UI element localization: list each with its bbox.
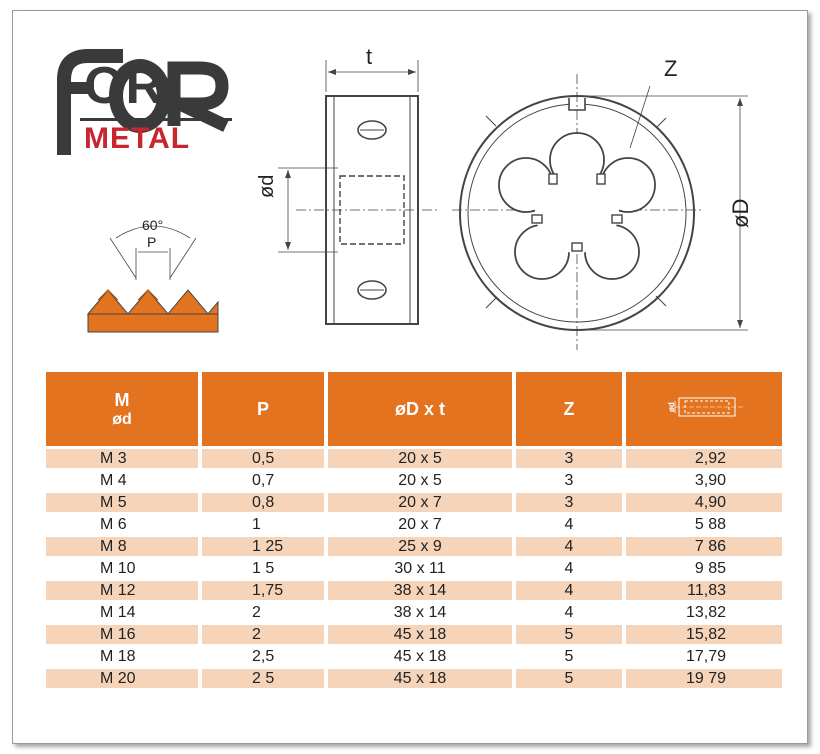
cell-thread: M 10 (46, 559, 198, 578)
table-row (46, 449, 782, 468)
cell-thread: M 12 (46, 581, 198, 600)
header-thread-line1: M (114, 389, 130, 410)
cell-drill: 15,82 (626, 625, 782, 644)
header-lobes (516, 372, 622, 446)
cell-dimensions: 20 x 7 (328, 515, 512, 534)
cell-lobes: 4 (516, 515, 622, 534)
table-header-row (46, 372, 782, 446)
cell-thread: M 5 (46, 493, 198, 512)
side-label-d: ød (256, 174, 278, 198)
cell-dimensions: 25 x 9 (328, 537, 512, 556)
side-view (278, 60, 440, 324)
header-lobes-label: Z (563, 398, 575, 419)
drill-diameter-icon (661, 392, 747, 427)
cell-thread: M 3 (46, 449, 198, 468)
cell-lobes: 4 (516, 603, 622, 622)
cell-thread: M 18 (46, 647, 198, 666)
table-row (46, 603, 782, 622)
cell-lobes: 4 (516, 559, 622, 578)
cell-drill: 3,90 (626, 471, 782, 490)
table-row (46, 647, 782, 666)
cell-pitch: 0,7 (202, 471, 324, 490)
cell-pitch: 0,8 (202, 493, 324, 512)
cell-thread: M 8 (46, 537, 198, 556)
header-pitch-label: P (256, 398, 269, 419)
cell-thread: M 20 (46, 669, 198, 688)
cell-drill: 9 85 (626, 559, 782, 578)
header-thread (46, 372, 198, 446)
table-row (46, 515, 782, 534)
cell-thread: M 14 (46, 603, 198, 622)
cell-lobes: 5 (516, 669, 622, 688)
cell-drill: 4,90 (626, 493, 782, 512)
cell-dimensions: 20 x 5 (328, 471, 512, 490)
table-row (46, 559, 782, 578)
drill-icon-label: ød (667, 401, 676, 412)
cell-lobes: 4 (516, 581, 622, 600)
cell-pitch: 1 5 (202, 559, 324, 578)
cell-lobes: 3 (516, 449, 622, 468)
header-pitch (202, 372, 324, 446)
thread-angle-label: 60° (142, 217, 164, 233)
cell-pitch: 2 (202, 603, 324, 622)
cell-drill: 13,82 (626, 603, 782, 622)
cell-thread: M 6 (46, 515, 198, 534)
cell-pitch: 2 (202, 625, 324, 644)
thread-pitch-label: P (147, 234, 157, 250)
cell-pitch: 2,5 (202, 647, 324, 666)
cell-thread: M 4 (46, 471, 198, 490)
cell-lobes: 4 (516, 537, 622, 556)
table-row (46, 581, 782, 600)
cell-dimensions: 45 x 18 (328, 669, 512, 688)
cell-lobes: 5 (516, 647, 622, 666)
cell-drill: 19 79 (626, 669, 782, 688)
cell-drill: 7 86 (626, 537, 782, 556)
cell-pitch: 1 (202, 515, 324, 534)
cell-dimensions: 20 x 5 (328, 449, 512, 468)
table-row (46, 471, 782, 490)
cell-pitch: 1,75 (202, 581, 324, 600)
front-label-diameter: øD (728, 198, 753, 228)
cell-pitch: 0,5 (202, 449, 324, 468)
front-label-z: Z (664, 56, 678, 81)
table-row (46, 537, 782, 556)
table-row (46, 669, 782, 688)
cell-dimensions: 38 x 14 (328, 603, 512, 622)
table-row (46, 493, 782, 512)
cell-dimensions: 20 x 7 (328, 493, 512, 512)
logo-text-or: OR (84, 57, 164, 115)
cell-drill: 11,83 (626, 581, 782, 600)
header-drill (626, 372, 782, 446)
header-thread-line2: ød (112, 410, 132, 428)
cell-dimensions: 45 x 18 (328, 647, 512, 666)
cell-dimensions: 38 x 14 (328, 581, 512, 600)
cell-drill: 17,79 (626, 647, 782, 666)
cell-dimensions: 30 x 11 (328, 559, 512, 578)
cell-thread: M 16 (46, 625, 198, 644)
header-dimensions (328, 372, 512, 446)
cell-drill: 5 88 (626, 515, 782, 534)
cell-lobes: 5 (516, 625, 622, 644)
cell-pitch: 1 25 (202, 537, 324, 556)
side-label-t: t (366, 44, 373, 69)
logo-text-metal: METAL (84, 122, 191, 155)
cell-dimensions: 45 x 18 (328, 625, 512, 644)
cell-pitch: 2 5 (202, 669, 324, 688)
front-view (452, 74, 748, 350)
header-dimensions-label: øD x t (394, 398, 445, 419)
cell-lobes: 3 (516, 471, 622, 490)
cell-lobes: 3 (516, 493, 622, 512)
specification-table (42, 369, 786, 691)
table-row (46, 625, 782, 644)
cell-drill: 2,92 (626, 449, 782, 468)
